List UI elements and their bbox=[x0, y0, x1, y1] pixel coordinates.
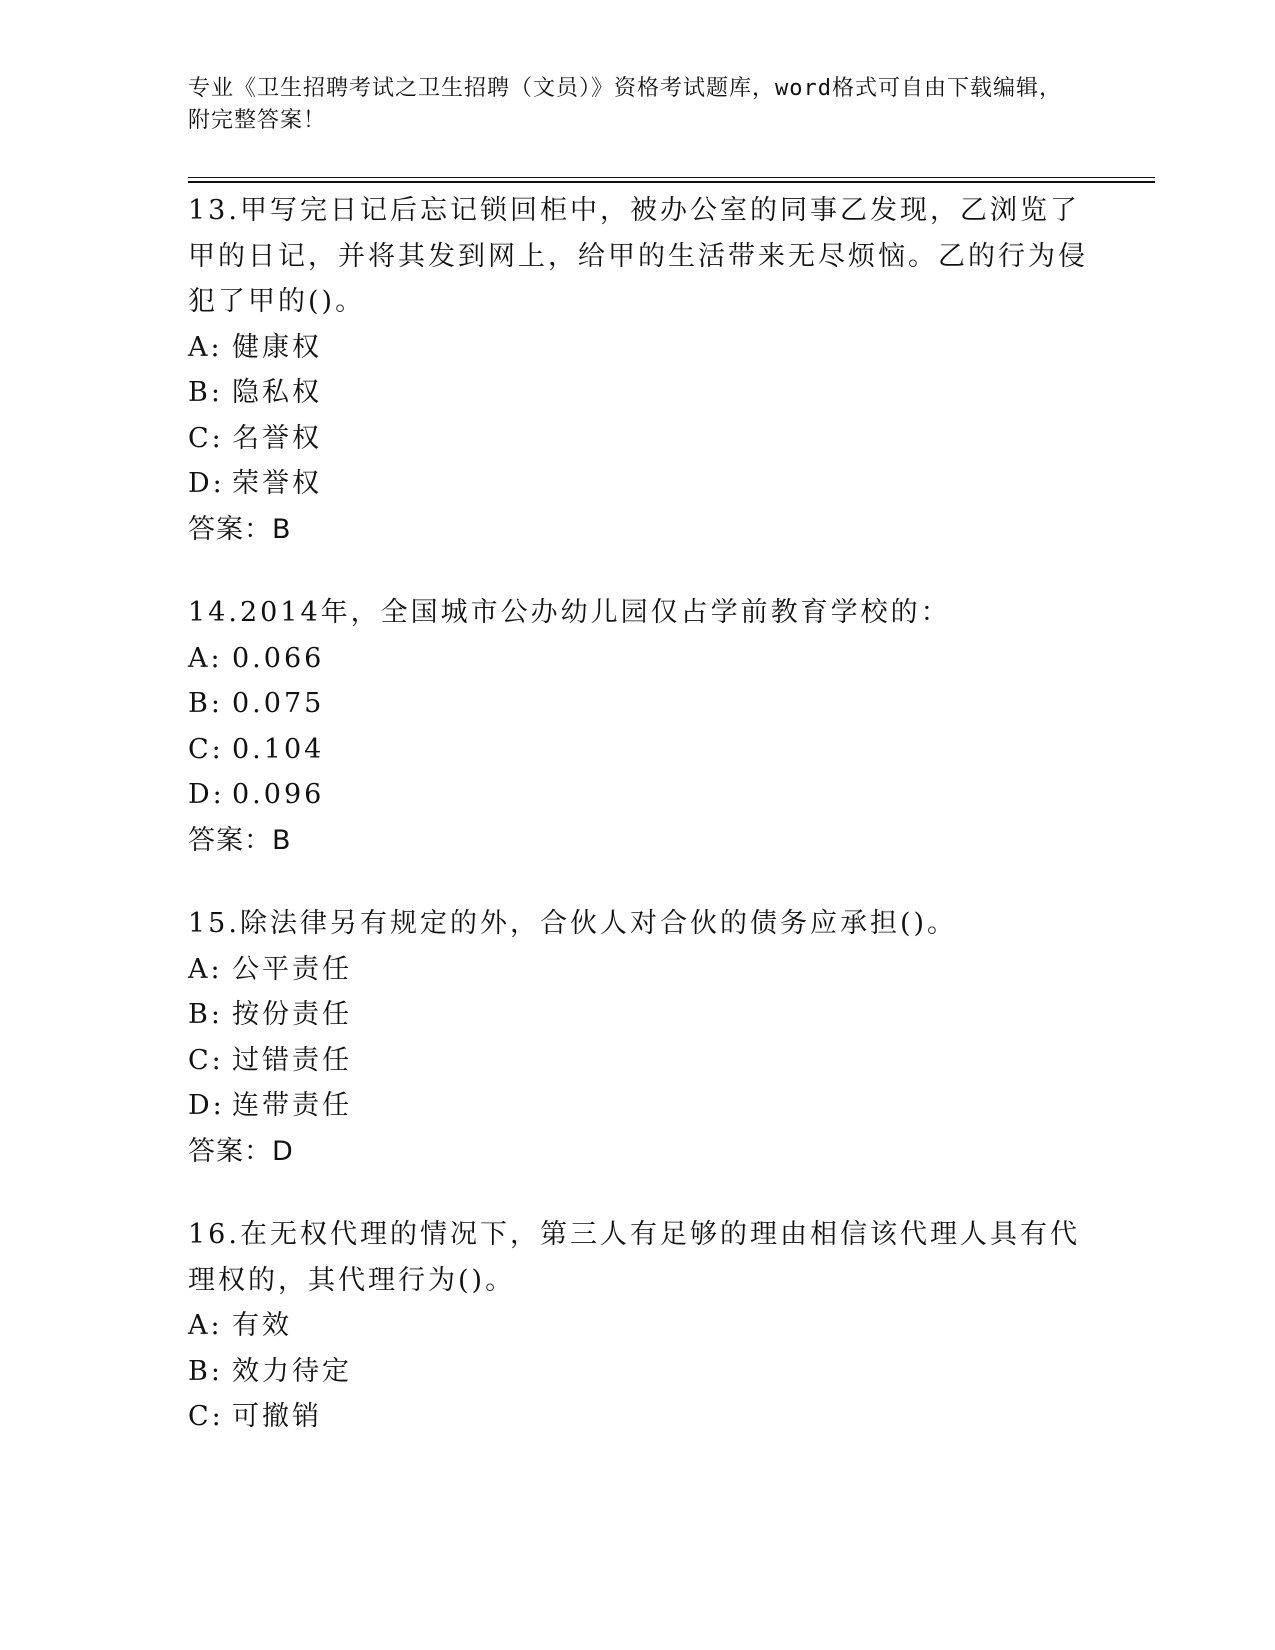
option-c bbox=[188, 1394, 1088, 1440]
option-d bbox=[188, 461, 1088, 507]
option-text: 过错责任 bbox=[232, 1044, 352, 1076]
question-13 bbox=[188, 188, 1088, 552]
option-c bbox=[188, 416, 1088, 462]
option-a bbox=[188, 947, 1088, 993]
option-letter: A: bbox=[188, 953, 223, 985]
option-c bbox=[188, 1038, 1088, 1084]
option-b bbox=[188, 992, 1088, 1038]
option-a bbox=[188, 1303, 1088, 1349]
option-text: 0.104 bbox=[232, 733, 325, 765]
option-letter: D: bbox=[188, 779, 225, 810]
option-letter: D: bbox=[188, 468, 225, 499]
option-b bbox=[188, 370, 1088, 416]
option-text: 效力待定 bbox=[232, 1355, 352, 1387]
option-letter: C: bbox=[188, 733, 224, 765]
question-15 bbox=[188, 901, 1088, 1174]
answer-line: 答案：B bbox=[188, 824, 292, 856]
option-text: 公平责任 bbox=[232, 953, 352, 985]
option-letter: B: bbox=[188, 1355, 223, 1387]
question-list bbox=[188, 188, 1088, 1478]
option-letter: A: bbox=[188, 1310, 223, 1341]
option-d bbox=[188, 1083, 1088, 1129]
document-header: 专业《卫生招聘考试之卫生招聘（文员）》资格考试题库，word格式可自由下载编辑，附完整答案！ bbox=[188, 76, 1062, 133]
option-text: 0.075 bbox=[232, 688, 325, 719]
question-stem: 14.2014年，全国城市公办幼儿园仅占学前教育学校的： bbox=[188, 597, 951, 628]
option-text: 有效 bbox=[232, 1310, 292, 1341]
option-text: 0.096 bbox=[232, 779, 325, 810]
option-letter: A: bbox=[188, 642, 223, 674]
option-text: 可撤销 bbox=[232, 1401, 322, 1432]
option-a bbox=[188, 325, 1088, 371]
option-letter: B: bbox=[188, 377, 223, 408]
option-d bbox=[188, 772, 1088, 818]
question-stem: 13.甲写完日记后忘记锁回柜中，被办公室的同事乙发现，乙浏览了甲的日记，并将其发到网上，给甲的生活带来无尽烦恼。乙的行为侵犯了甲的()。 bbox=[188, 195, 1088, 317]
option-b bbox=[188, 681, 1088, 727]
header-divider-thick bbox=[188, 181, 1155, 183]
answer-line: 答案：D bbox=[188, 1135, 294, 1167]
question-16 bbox=[188, 1212, 1088, 1440]
option-text: 健康权 bbox=[232, 331, 322, 363]
option-letter: B: bbox=[188, 999, 223, 1030]
option-letter: B: bbox=[188, 688, 223, 719]
option-text: 隐私权 bbox=[232, 377, 322, 408]
question-stem: 16.在无权代理的情况下，第三人有足够的理由相信该代理人具有代理权的，其代理行为()。 bbox=[188, 1219, 1080, 1296]
option-b bbox=[188, 1349, 1088, 1395]
option-text: 名誉权 bbox=[232, 422, 322, 454]
answer-line: 答案：B bbox=[188, 513, 292, 545]
option-text: 连带责任 bbox=[232, 1090, 352, 1121]
option-c bbox=[188, 727, 1088, 773]
option-text: 按份责任 bbox=[232, 999, 352, 1030]
option-letter: A: bbox=[188, 331, 223, 363]
option-text: 0.066 bbox=[232, 642, 325, 674]
option-letter: C: bbox=[188, 422, 224, 454]
option-letter: C: bbox=[188, 1044, 224, 1076]
header-divider-thin bbox=[188, 177, 1155, 178]
option-letter: D: bbox=[188, 1090, 225, 1121]
option-text: 荣誉权 bbox=[232, 468, 322, 499]
option-a bbox=[188, 636, 1088, 682]
option-letter: C: bbox=[188, 1401, 224, 1432]
question-14 bbox=[188, 590, 1088, 863]
question-stem: 15.除法律另有规定的外，合伙人对合伙的债务应承担()。 bbox=[188, 908, 958, 939]
